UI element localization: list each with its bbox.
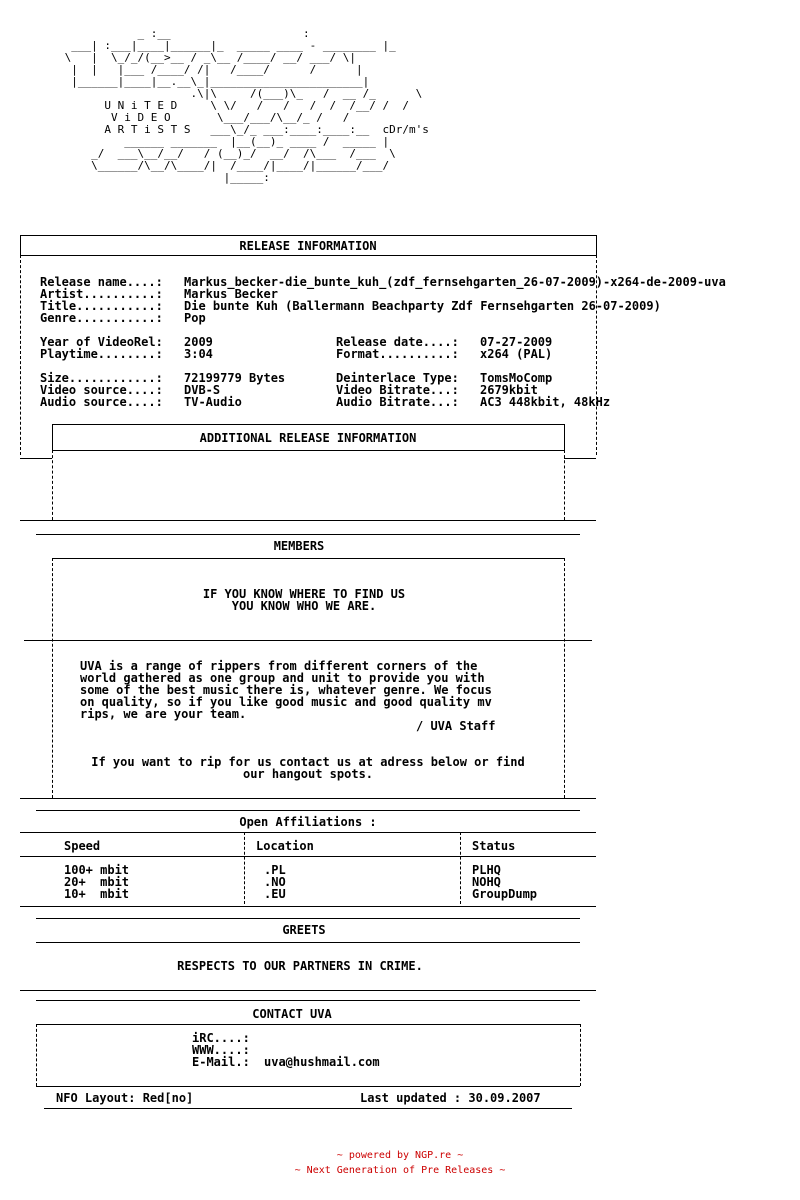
audio-bitrate-label: Audio Bitrate...: <box>336 395 459 409</box>
playtime-label: Playtime........: <box>40 347 163 361</box>
irc-label: iRC....: <box>192 1031 250 1045</box>
audio-source-label: Audio source....: <box>40 395 163 409</box>
members-para2: world gathered as one group and unit to provide you with <box>80 671 485 685</box>
size-value: 72199779 Bytes <box>184 371 286 385</box>
members-para5: rips, we are your team. <box>80 707 247 721</box>
format-label: Format..........: <box>336 347 459 361</box>
deinterlace-label: Deinterlace Type: <box>336 371 459 385</box>
col-status-header: Status <box>472 839 516 853</box>
row-status: NOHQ <box>472 875 501 889</box>
artist-value: Markus Becker <box>184 287 278 301</box>
release-name-label: Release name....: <box>40 275 163 289</box>
contact-header: CONTACT UVA <box>252 1007 332 1021</box>
audio-bitrate-value: AC3 448kbit, 48kHz <box>480 395 611 409</box>
release-date-label: Release date....: <box>336 335 459 349</box>
release-name-value: Markus_becker-die_bunte_kuh_(zdf_fernsehgarten_26-07-2009)-x264-de-2009-uva <box>184 275 726 289</box>
video-source-label: Video source....: <box>40 383 163 397</box>
logo-art: _ :__ : ___| :___|____|______|_ _____ ____ - ________ |_ \ | \_/_/(__>__ / _\__ /____/ __/ ___/ \| | | |___ /____/ /| /____/ / | |______|____|__.__\_|_______________________| .\|\ /(___)\_ / __ /_ \ U N i T E D \ \/ / / / / /__/ / / V i D E O \___/___/\__/_ / / A R T i S T S ___\_/_ ___:____:____:__ cDr/m's ______ _______ |__(__)_ ____ / _____ | _/ ___\__/__/ / (__)_/ __/ /\___ /___ \ \______/\__/\____/| /____/|____/|______/___/ |_____: <box>64 27 429 184</box>
last-updated-label: Last updated : 30.09.2007 <box>360 1091 541 1105</box>
members-line1: IF YOU KNOW WHERE TO FIND US <box>202 587 406 601</box>
members-header: MEMBERS <box>273 539 325 553</box>
row-location: .EU <box>264 887 286 901</box>
powered-by-line2: ~ Next Generation of Pre Releases ~ <box>294 1165 506 1176</box>
deinterlace-value: TomsMoComp <box>480 371 553 385</box>
title-label: Title...........: <box>40 299 163 313</box>
row-status: PLHQ <box>472 863 501 877</box>
www-label: WWW....: <box>192 1043 250 1057</box>
additional-info-header: ADDITIONAL RELEASE INFORMATION <box>199 431 417 445</box>
format-value: x264 (PAL) <box>480 347 553 361</box>
release-info-header: RELEASE INFORMATION <box>239 239 377 253</box>
title-value: Die bunte Kuh (Ballermann Beachparty Zdf Fernsehgarten 26-07-2009) <box>184 299 661 313</box>
members-para1: UVA is a range of rippers from different corners of the <box>80 659 478 673</box>
members-para4: on quality, so if you like good music and good quality mv <box>80 695 492 709</box>
members-para3: some of the best music there is, whatever genre. We focus <box>80 683 492 697</box>
audio-source-value: TV-Audio <box>184 395 242 409</box>
email-value: uva@hushmail.com <box>264 1055 380 1069</box>
greets-header: GREETS <box>282 923 326 937</box>
row-location: .NO <box>264 875 286 889</box>
video-source-value: DVB-S <box>184 383 221 397</box>
year-label: Year of VideoRel: <box>40 335 163 349</box>
row-speed: 10+ mbit <box>64 887 130 901</box>
uva-ascii-logo <box>0 0 800 225</box>
nfo-layout-label: NFO Layout: Red[no] <box>56 1091 194 1105</box>
video-bitrate-value: 2679kbit <box>480 383 538 397</box>
year-value: 2009 <box>184 335 213 349</box>
members-contact2: our hangout spots. <box>242 767 374 781</box>
genre-value: Pop <box>184 311 206 325</box>
members-sign: / UVA Staff <box>416 719 496 733</box>
row-speed: 20+ mbit <box>64 875 130 889</box>
row-location: .PL <box>264 863 286 877</box>
members-contact1: If you want to rip for us contact us at adress below or find <box>91 755 525 769</box>
genre-label: Genre...........: <box>40 311 163 325</box>
release-date-value: 07-27-2009 <box>480 335 553 349</box>
video-bitrate-label: Video Bitrate...: <box>336 383 459 397</box>
col-speed-header: Speed <box>64 839 101 853</box>
artist-label: Artist..........: <box>40 287 163 301</box>
col-location-header: Location <box>256 839 314 853</box>
row-status: GroupDump <box>472 887 538 901</box>
affiliations-header: Open Affiliations : <box>239 815 377 829</box>
greets-text: RESPECTS TO OUR PARTNERS IN CRIME. <box>177 959 423 973</box>
members-line2: YOU KNOW WHO WE ARE. <box>231 599 377 613</box>
email-label: E-Mail.: <box>192 1055 250 1069</box>
powered-by-line1: ~ powered by NGP.re ~ <box>336 1150 464 1161</box>
playtime-value: 3:04 <box>184 347 213 361</box>
size-label: Size............: <box>40 371 163 385</box>
row-speed: 100+ mbit <box>64 863 130 877</box>
